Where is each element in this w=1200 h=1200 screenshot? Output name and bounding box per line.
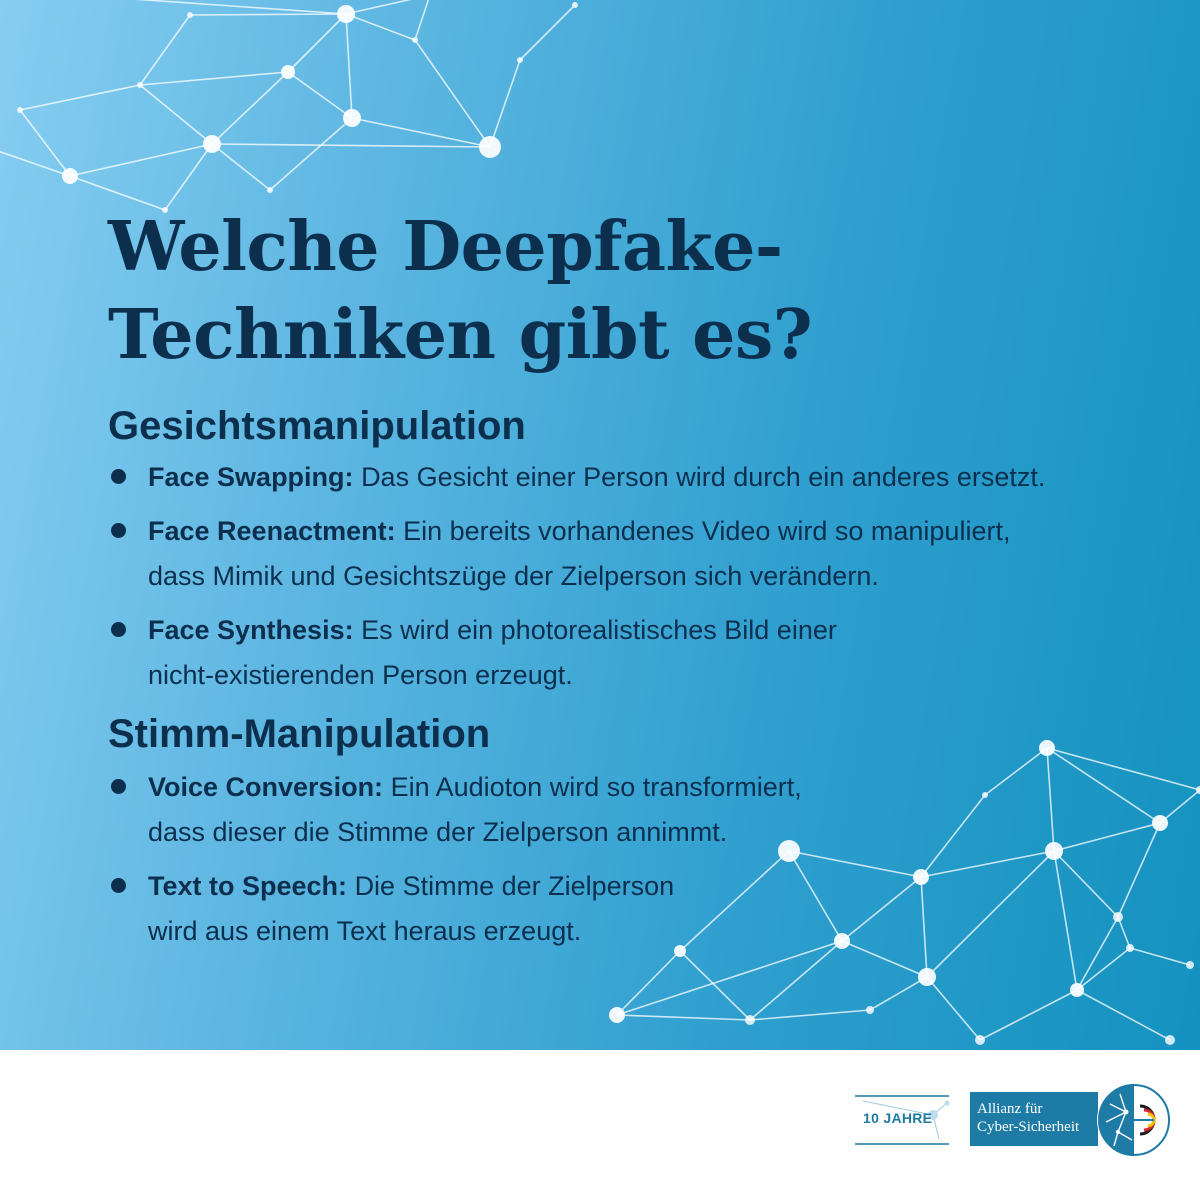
voice-techniques-list: [108, 765, 802, 963]
network-edge: [288, 14, 346, 72]
network-edge: [927, 977, 980, 1040]
network-edge: [165, 144, 212, 210]
network-edge: [20, 85, 140, 110]
network-edge: [140, 85, 212, 144]
network-edge: [212, 72, 288, 144]
item-line: [148, 509, 1045, 554]
network-edge: [520, 5, 575, 60]
network-edge: [490, 60, 520, 147]
network-edge: [980, 990, 1077, 1040]
network-node: [62, 168, 78, 184]
network-node: [913, 869, 929, 885]
network-node: [1039, 740, 1055, 756]
network-node: [866, 1006, 874, 1014]
network-edge: [750, 1010, 870, 1020]
network-edge: [75, 0, 346, 14]
item-line: [148, 864, 802, 909]
item-line: [148, 608, 1045, 653]
item-term: Face Reenactment:: [148, 516, 396, 546]
alliance-logo: [970, 1092, 1098, 1146]
network-edge: [140, 15, 190, 85]
network-edge: [921, 851, 1054, 877]
network-node: [412, 37, 418, 43]
network-node: [267, 187, 273, 193]
network-edge: [927, 851, 1054, 977]
network-edge: [1077, 990, 1170, 1040]
item-description-continued: dass Mimik und Gesichtszüge der Zielperson sich verändern.: [148, 561, 879, 591]
network-node: [17, 107, 23, 113]
network-edge: [842, 877, 921, 941]
title-line-2: Techniken gibt es?: [108, 295, 813, 375]
alliance-logo-line-2: Cyber-Sicherheit: [977, 1119, 1080, 1135]
bullet-dot: [111, 523, 126, 538]
item-term: Face Synthesis:: [148, 615, 354, 645]
item-description: Ein Audioton wird so transformiert,: [390, 772, 802, 802]
network-edge: [288, 72, 352, 118]
item-description-continued: dass dieser die Stimme der Zielperson annimmt.: [148, 817, 728, 847]
network-node: [572, 2, 578, 8]
title-line-1: Welche Deepfake-: [108, 207, 783, 287]
network-node: [1045, 842, 1063, 860]
list-item-face-swapping: [108, 455, 1045, 500]
network-edge: [1077, 948, 1130, 990]
network-edge: [1047, 748, 1200, 790]
network-node: [1126, 944, 1134, 952]
alliance-logo-line-1: Allianz für: [977, 1101, 1043, 1117]
network-node: [1152, 815, 1168, 831]
item-description: Das Gesicht einer Person wird durch ein anderes ersetzt.: [361, 462, 1046, 492]
network-edge: [346, 14, 352, 118]
network-edge: [346, 0, 430, 14]
network-edge: [212, 144, 270, 190]
network-node: [137, 82, 143, 88]
network-edge: [870, 977, 927, 1010]
list-item-voice-conversion: [108, 765, 802, 855]
network-node: [1113, 912, 1123, 922]
network-edge: [70, 144, 212, 176]
network-node: [745, 1015, 755, 1025]
list-item-text-to-speech: [108, 864, 802, 954]
network-node: [343, 109, 361, 127]
network-node: [479, 136, 501, 158]
network-edge: [212, 144, 490, 147]
item-term: Text to Speech:: [148, 871, 348, 901]
network-node: [517, 57, 523, 63]
network-edge: [1130, 948, 1190, 965]
anniversary-logo: [853, 1093, 951, 1147]
network-edge: [842, 941, 927, 977]
section-heading-face: Gesichtsmanipulation: [108, 404, 526, 448]
list-item-face-synthesis: [108, 608, 1045, 698]
section-heading-voice: Stimm-Manipulation: [108, 712, 491, 756]
bullet-dot: [111, 779, 126, 794]
network-edge: [1118, 823, 1160, 917]
item-line: [148, 455, 1045, 500]
network-edge: [1047, 748, 1054, 851]
item-term: Voice Conversion:: [148, 772, 384, 802]
network-node: [337, 5, 355, 23]
bullet-dot: [111, 469, 126, 484]
network-node: [1070, 983, 1084, 997]
item-description-continued: nicht-existierenden Person erzeugt.: [148, 660, 573, 690]
network-node: [975, 1035, 985, 1045]
bullet-dot: [111, 878, 126, 893]
network-edge: [1077, 917, 1118, 990]
item-description: Ein bereits vorhandenes Video wird so manipuliert,: [403, 516, 1011, 546]
network-node: [281, 65, 295, 79]
network-edge: [346, 14, 415, 40]
item-term: Face Swapping:: [148, 462, 354, 492]
network-edge: [921, 877, 927, 977]
network-edge: [1047, 748, 1160, 823]
item-description: Die Stimme der Zielperson: [354, 871, 675, 901]
item-line: [148, 765, 802, 810]
item-description: Es wird ein photorealistisches Bild einer: [361, 615, 837, 645]
network-edge: [789, 851, 921, 877]
network-edge: [617, 1015, 750, 1020]
network-node: [187, 12, 193, 18]
network-node: [609, 1007, 625, 1023]
network-edge: [190, 14, 346, 15]
list-item-face-reenactment: [108, 509, 1045, 599]
face-techniques-list: [108, 455, 1045, 707]
network-node: [982, 792, 988, 798]
bullet-dot: [111, 622, 126, 637]
network-node: [203, 135, 221, 153]
network-node: [1165, 1035, 1175, 1045]
network-edge: [140, 72, 288, 85]
network-edge: [415, 0, 430, 40]
network-node: [1186, 961, 1194, 969]
item-description-continued: wird aus einem Text heraus erzeugt.: [148, 916, 582, 946]
network-edge: [270, 118, 352, 190]
network-node: [918, 968, 936, 986]
network-edge: [352, 118, 490, 147]
alliance-emblem-icon: [1096, 1082, 1172, 1158]
network-edge: [985, 748, 1047, 795]
network-edge: [415, 40, 490, 147]
network-edge: [20, 110, 70, 176]
network-edge: [1054, 823, 1160, 851]
page-title: [108, 203, 812, 379]
network-node: [834, 933, 850, 949]
anniversary-logo-text: 10 JAHRE: [863, 1110, 933, 1126]
network-edge: [921, 795, 985, 877]
